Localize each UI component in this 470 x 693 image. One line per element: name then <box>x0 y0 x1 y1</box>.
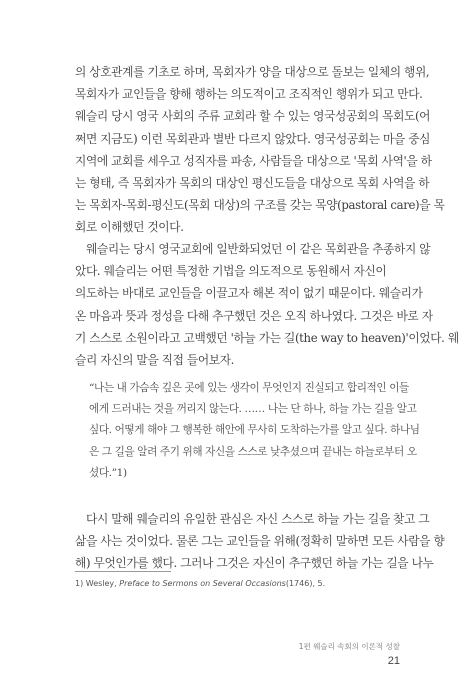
text-line: 해) 무엇인가를 했다. 그러나 그것은 자신이 추구했던 하늘 가는 길을 나누 <box>75 556 434 571</box>
running-header: 1편 웨슬리 속회의 이론적 성찰 <box>298 642 400 651</box>
text-line: 다시 말해 웨슬리의 유일한 관심은 자신 스스로 하늘 가는 길을 찾고 그 <box>86 512 430 526</box>
quote-line: 셨다.”1) <box>89 466 127 479</box>
text-line: 았다. 웨슬리는 어떤 특정한 기법을 의도적으로 동원해서 자신이 <box>75 264 387 279</box>
text-line: 의도하는 바대로 교인들을 이끌고자 해본 적이 없기 때문이다. 웨슬리가 <box>75 286 423 301</box>
text-line: 의 상호관계를 기초로 하며, 목회자가 양을 대상으로 돌보는 일체의 행위, <box>75 65 430 79</box>
text-line: 슬리 자신의 말을 직접 들어보자. <box>75 352 235 367</box>
quote-line: 에게 드러내는 것을 꺼리지 않는다. …… 나는 단 하나, 하늘 가는 길을 알고 <box>89 403 417 416</box>
footnote-divider <box>75 571 171 572</box>
page-number: 21 <box>387 655 400 667</box>
footnote-title: Preface to Sermons on Several Occasions <box>119 579 286 588</box>
body-paragraph-3 <box>75 508 445 575</box>
quote-line: 싶다. 어떻게 해야 그 행복한 해안에 무사히 도착하는가를 알고 싶다. 하나님 <box>89 424 420 437</box>
text-line: 기 스스로 소원이라고 고백했던 '하늘 가는 길(the way to heaven)'이었다. 웨 <box>75 330 459 345</box>
quote-line: 은 그 길을 알려 주기 위해 자신을 스스로 낮추셨으며 끝내는 하늘로부터 오 <box>89 445 417 458</box>
quote-line: “나는 내 가슴속 깊은 곳에 있는 생각이 무엇인지 진실되고 합리적인 이들 <box>89 382 409 394</box>
text-line: 는 형태, 즉 목회자가 목회의 대상인 평신도들을 대상으로 목회 사역을 하 <box>75 175 430 190</box>
text-line: 목회자가 교인들을 향해 행하는 의도적이고 조직적인 행위가 되고 만다. <box>75 87 423 102</box>
text-line: 회로 이해했던 것이다. <box>75 220 184 235</box>
text-line: 웨슬리 당시 영국 사회의 주류 교회라 할 수 있는 영국성공회의 목회도(어 <box>75 109 431 124</box>
text-line: 지역에 교회를 세우고 성직자를 파송, 사람들을 대상으로 '목회 사역'을 하 <box>75 153 432 168</box>
text-line: 웨슬리는 당시 영국교회에 일반화되었던 이 같은 목회관을 추종하지 않 <box>86 242 431 256</box>
footnote-rest: (1746), 5. <box>285 579 326 588</box>
text-line: 쩌면 지금도) 이런 목회관과 별반 다르지 않았다. 영국성공회는 마을 중심 <box>75 131 431 146</box>
footnote <box>75 579 325 588</box>
body-paragraph-1 <box>75 61 445 239</box>
text-line: 삶을 사는 것이었다. 물론 그는 교인들을 위해(정확히 말하면 모든 사람을 향 <box>75 534 445 549</box>
text-line: 온 마음과 뜻과 정성을 다해 추구했던 것은 오직 하나였다. 그것은 바로 자 <box>75 308 433 323</box>
footnote-marker: 1) Wesley, <box>75 579 120 588</box>
body-paragraph-2 <box>75 238 459 371</box>
block-quote <box>89 378 420 484</box>
text-line: 는 목회자-목회-평신도(목회 대상)의 구조를 갖는 목양(pastoral care)을 목 <box>75 198 445 213</box>
